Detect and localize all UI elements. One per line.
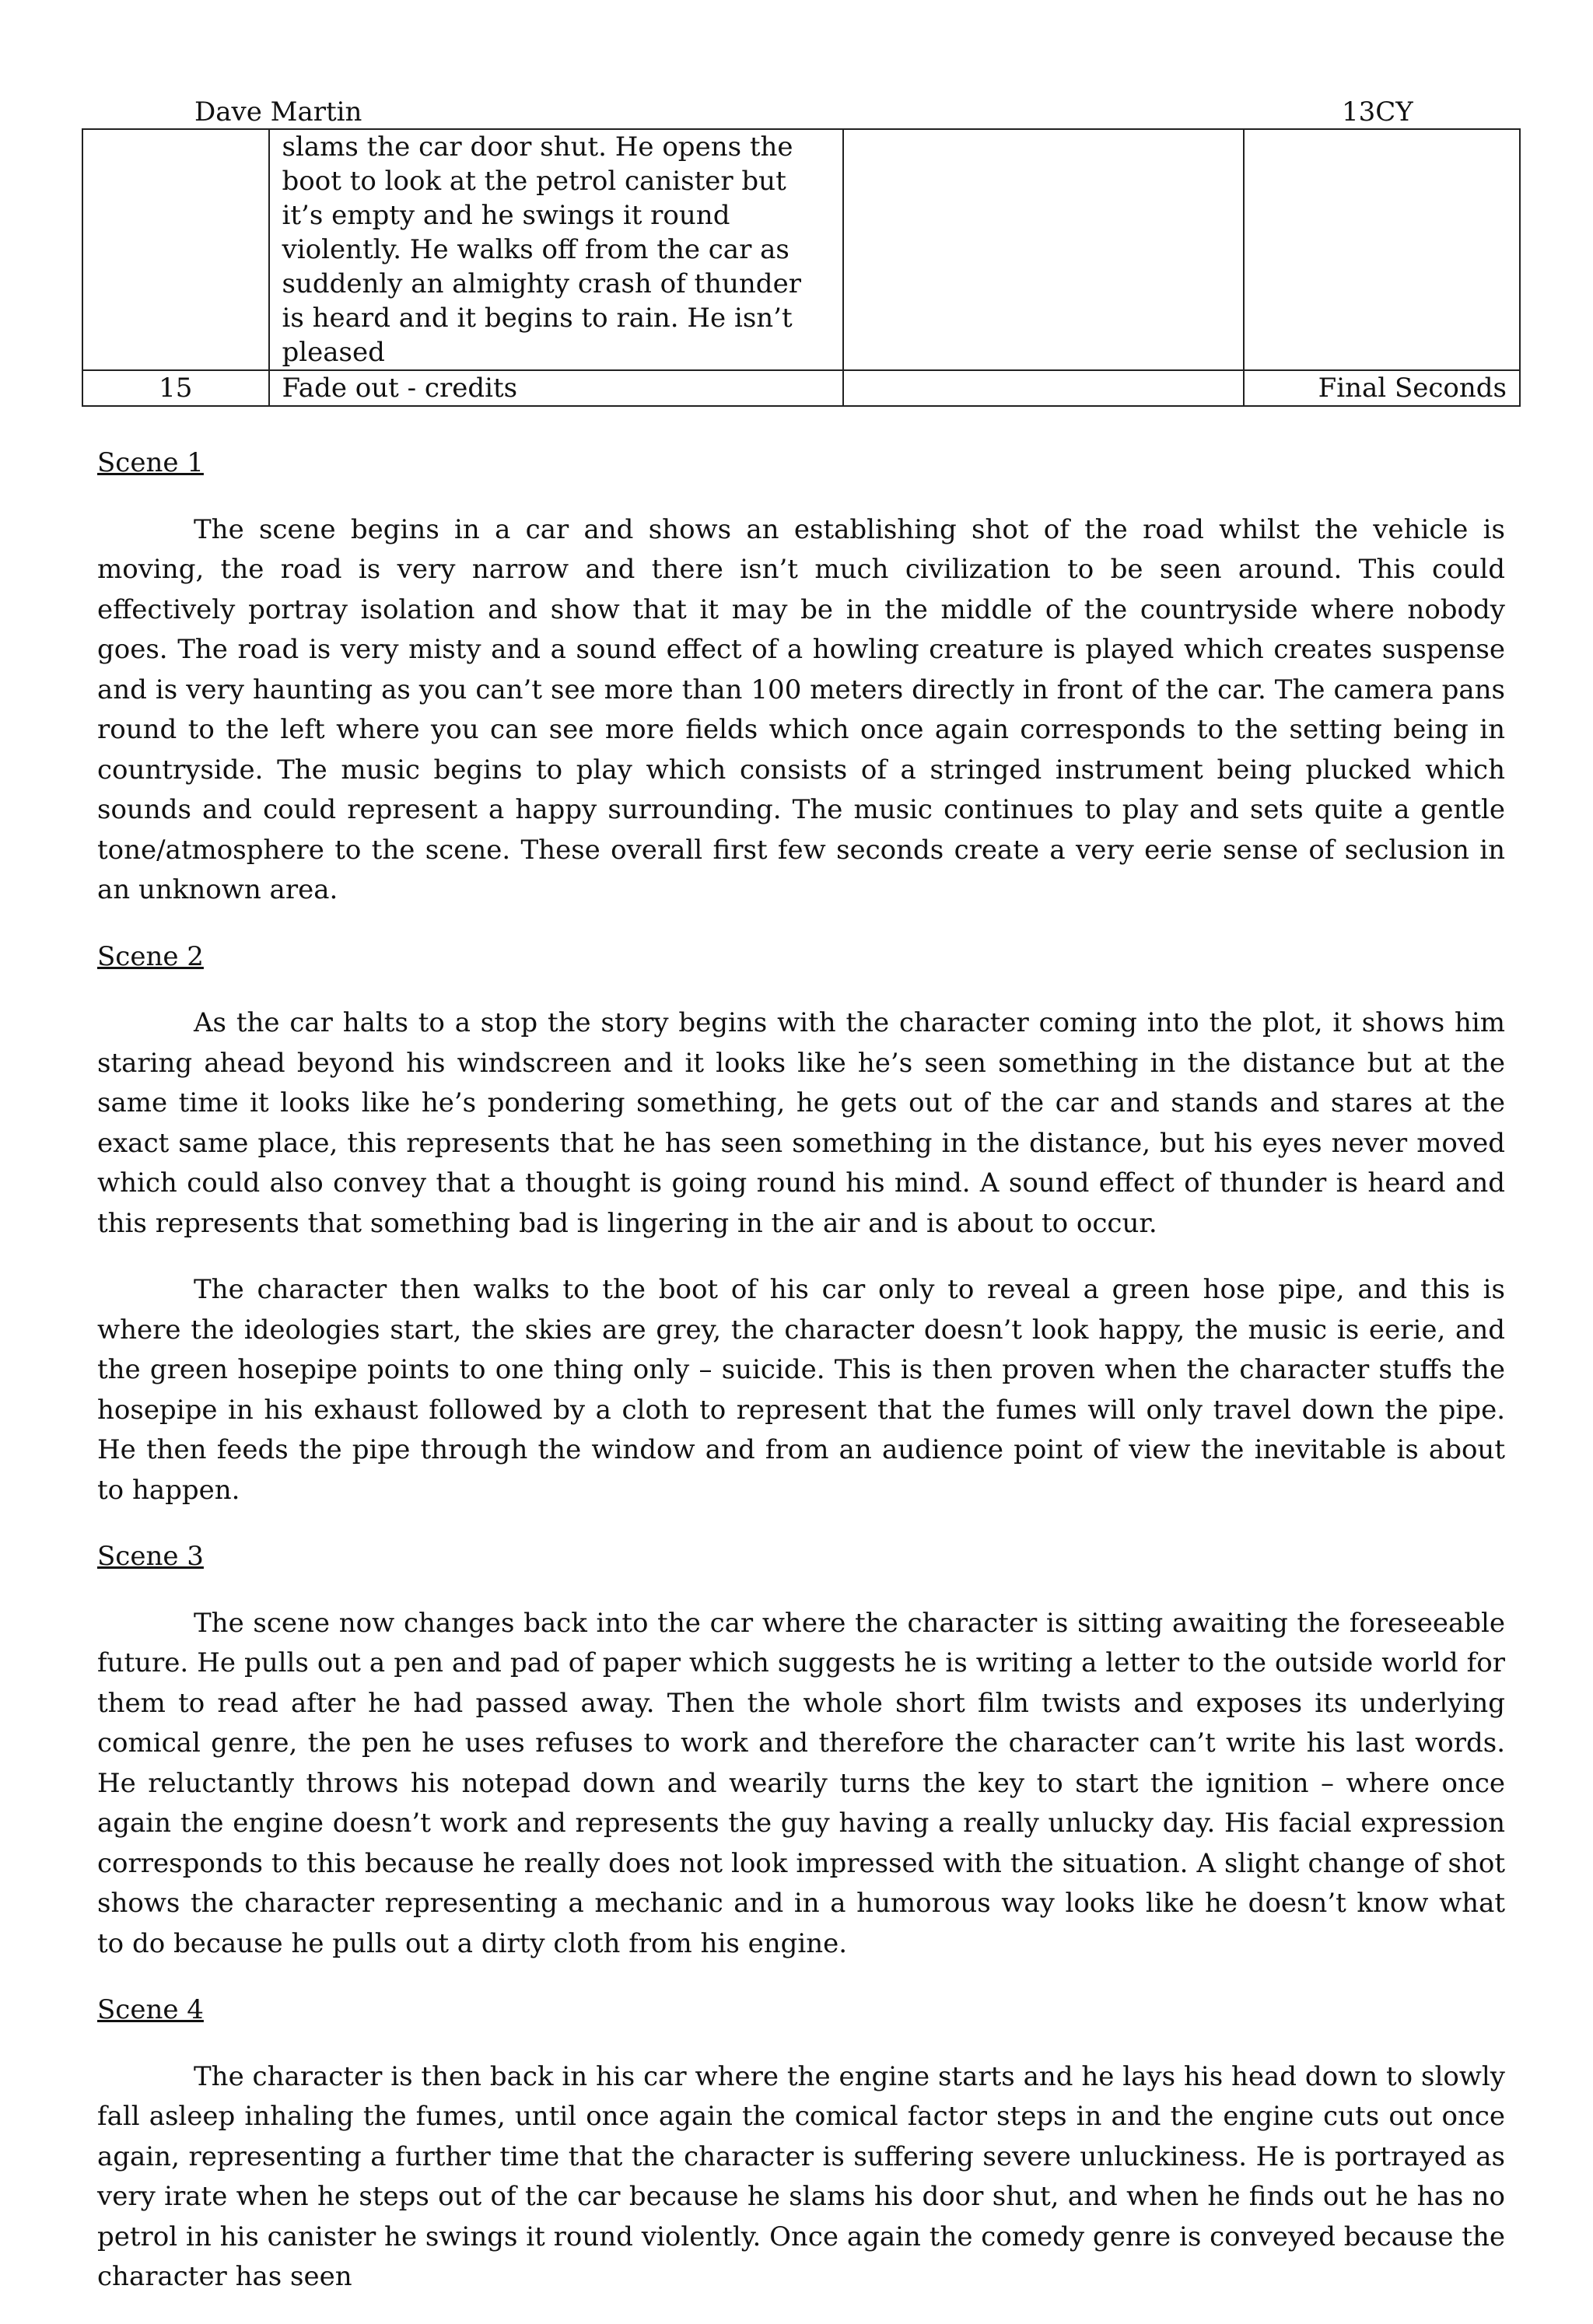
shot-list-table: [82, 128, 1521, 407]
scene-paragraph: The character then walks to the boot of his car only to reveal a green hose pipe, and this is where the ideologies start, the skies are grey, the character doesn’t look happy, the music is eerie, and the green hosepipe points to one thing only – suicide. This is then proven when the character stuffs the hosepipe in his exhaust followed by a cloth to represent that the fumes will only travel down the pipe. He then feeds the pipe through the window and from an audience point of view the inevitable is about to happen.: [97, 1274, 1505, 1506]
table-row: [82, 370, 1520, 406]
table-row: [82, 129, 1520, 370]
scene-paragraph: As the car halts to a stop the story begins with the character coming into the plot, it shows him staring ahead beyond his windscreen and it looks like he’s seen something in the distance but at the same time it looks like he’s pondering something, he gets out of the car and stands and stares at the exact same place, this represents that he has seen something in the distance, but his eyes never moved which could also convey that a thought is going round his mind. A sound effect of thunder is heard and this represents that something bad is lingering in the air and is about to occur.: [97, 1007, 1505, 1239]
scene-paragraph: The scene begins in a car and shows an establishing shot of the road whilst the vehicle is moving, the road is very narrow and there isn’t much civilization to be seen around. This could effectively portray isolation and show that it may be in the middle of the countryside where nobody goes. The road is very misty and a sound effect of a howling creature is played which creates suspense and is very haunting as you can’t see more than 100 meters directly in front of the car. The camera pans round to the left where you can see more fields which once again corresponds to the setting being in countryside. The music begins to play which consists of a stringed instrument being plucked which sounds and could represent a happy surrounding. The music continues to play and sets quite a gentle tone/atmosphere to the scene. These overall first few seconds create a very eerie sense of seclusion in an unknown area.: [97, 513, 1505, 905]
scene-section: [97, 937, 1505, 1511]
shot-timing-cell: Final Seconds: [1244, 370, 1520, 406]
scene-heading: Scene 2: [97, 940, 204, 972]
scene-section: [97, 443, 1505, 911]
shot-number-cell: [82, 129, 269, 370]
shot-sound-cell: [843, 370, 1244, 406]
scene-heading: Scene 3: [97, 1541, 204, 1572]
scene-section: [97, 1990, 1505, 2298]
scene-section: [97, 1537, 1505, 1964]
shot-description-cell: Fade out - credits: [269, 370, 844, 406]
shot-timing-cell: [1244, 129, 1520, 370]
author-name: Dave Martin: [194, 96, 362, 128]
class-code: 13CY: [1342, 96, 1413, 128]
shot-sound-cell: [843, 129, 1244, 370]
shot-description-cell: slams the car door shut. He opens the boot to look at the petrol canister but it’s empty and he swings it round violently. He walks off from the car as suddenly an almighty crash of thunder is heard and it begins to rain. He isn’t pleased: [269, 129, 844, 370]
scene-paragraph: The scene now changes back into the car where the character is sitting awaiting the foreseeable future. He pulls out a pen and pad of paper which suggests he is writing a letter to the outside world for them to read after he had passed away. Then the whole short film twists and exposes its underlying comical genre, the pen he uses refuses to work and therefore the character can’t write his last words. He reluctantly throws his notepad down and wearily turns the key to start the ignition – where once again the engine doesn’t work and represents the guy having a really unlucky day. His facial expression corresponds to this because he really does not look impressed with the situation. A slight change of shot shows the character representing a mechanic and in a humorous way looks like he doesn’t know what to do because he pulls out a dirty cloth from his engine.: [97, 1607, 1505, 1959]
scene-paragraph: The character is then back in his car where the engine starts and he lays his head down to slowly fall asleep inhaling the fumes, until once again the comical factor steps in and the engine cuts out once again, representing a further time that the character is suffering severe unluckiness. He is portrayed as very irate when he steps out of the car because he slams his door shut, and when he finds out he has no petrol in his canister he swings it round violently. Once again the comedy genre is conveyed because the character has seen: [97, 2060, 1505, 2292]
shot-number-cell: 15: [82, 370, 269, 406]
scene-heading: Scene 1: [97, 447, 204, 478]
scene-analysis: [97, 443, 1505, 2324]
scene-heading: Scene 4: [97, 1994, 204, 2025]
